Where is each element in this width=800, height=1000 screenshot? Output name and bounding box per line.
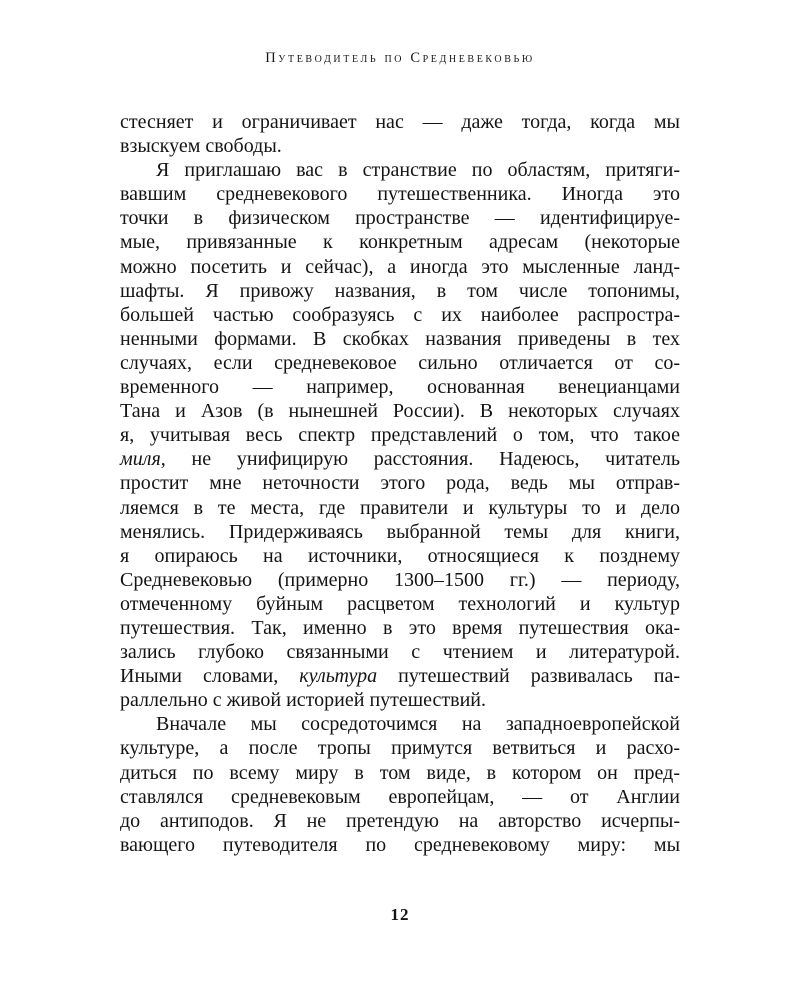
text-line-9: большей частью сообразуясь с их наиболее распростра- [120, 303, 680, 326]
text-line-12: временного — например, основанная венецианцами [120, 376, 680, 399]
text-line-26: Вначале мы сосредоточимся на западноевропейской [156, 713, 680, 736]
italic-word-milya: миля, [120, 448, 166, 471]
text-line-27: культуре, а после тропы примутся ветвиться и расхо- [120, 737, 680, 760]
text-line-10: ненными формами. В скобках названия приведены в тех [120, 327, 680, 350]
page-number: 12 [390, 905, 410, 924]
text-line-30: до антиподов. Я не претендую на авторство исчерпы- [120, 809, 680, 832]
text-line-28: диться по всему миру в том виде, в котором он пред- [120, 761, 680, 784]
text-line-13: Тана и Азов (в нынешней России). В некоторых случаях [120, 400, 680, 423]
text-line-2: взыскуем свободы. [120, 135, 282, 158]
text-line-3: Я приглашаю вас в странствие по областям, притяги- [156, 159, 680, 182]
text-line-31: вающего путеводителя по средневековому миру: мы [120, 833, 680, 856]
text-line-18: менялись. Придерживаясь выбранной темы для книги, [120, 520, 680, 543]
text-line-22: путешествия. Так, именно в это время путешествия ока- [120, 616, 680, 639]
text-line-16: простит мне неточности этого рода, ведь мы отправ- [120, 472, 680, 495]
text-line-24-end: путешествий развивалась па- [398, 665, 680, 688]
text-line-11: случаях, если средневековое сильно отличается от со- [120, 351, 680, 374]
text-line-29: ставлялся средневековым европейцам, — от Англии [120, 785, 680, 808]
text-line-8: шафты. Я привожу названия, в том числе топонимы, [120, 279, 680, 302]
text-line-23: зались глубоко связанными с чтением и литературой. [120, 641, 680, 664]
text-line-5: точки в физическом пространстве — идентифицируе- [120, 207, 680, 230]
text-line-24 [120, 664, 680, 688]
text-line-15-rest: не унифицирую расстояния. Надеюсь, читатель [191, 448, 680, 471]
text-line-25: раллельно с живой историей путешествий. [120, 689, 487, 712]
text-line-1: стесняет и ограничивает нас — даже тогда, когда мы [120, 111, 680, 133]
text-line-15 [120, 447, 680, 471]
text-line-20: Средневековью (примерно 1300–1500 гг.) — периоду, [120, 568, 680, 591]
text-line-4: вавшим средневекового путешественника. Иногда это [120, 183, 680, 206]
text-line-24-start: Иными словами, [120, 665, 279, 688]
text-line-7: можно посетить и сейчас), а иногда это мысленные ланд- [120, 255, 680, 278]
text-line-6: мые, привязанные к конкретным адресам (некоторые [120, 231, 680, 254]
running-header-title: Путеводитель по Средневековью [265, 50, 535, 66]
text-line-21: отмеченному буйным расцветом технологий и культур [120, 592, 680, 615]
text-line-14: я, учитывая весь спектр представлений о том, что такое [120, 424, 680, 447]
text-line-17: ляемся в те места, где правители и культуры то и дело [120, 496, 680, 519]
body-text [120, 110, 680, 857]
italic-word-kultura: культура [299, 665, 378, 688]
text-line-19: я опираюсь на источники, относящиеся к позднему [120, 544, 680, 567]
